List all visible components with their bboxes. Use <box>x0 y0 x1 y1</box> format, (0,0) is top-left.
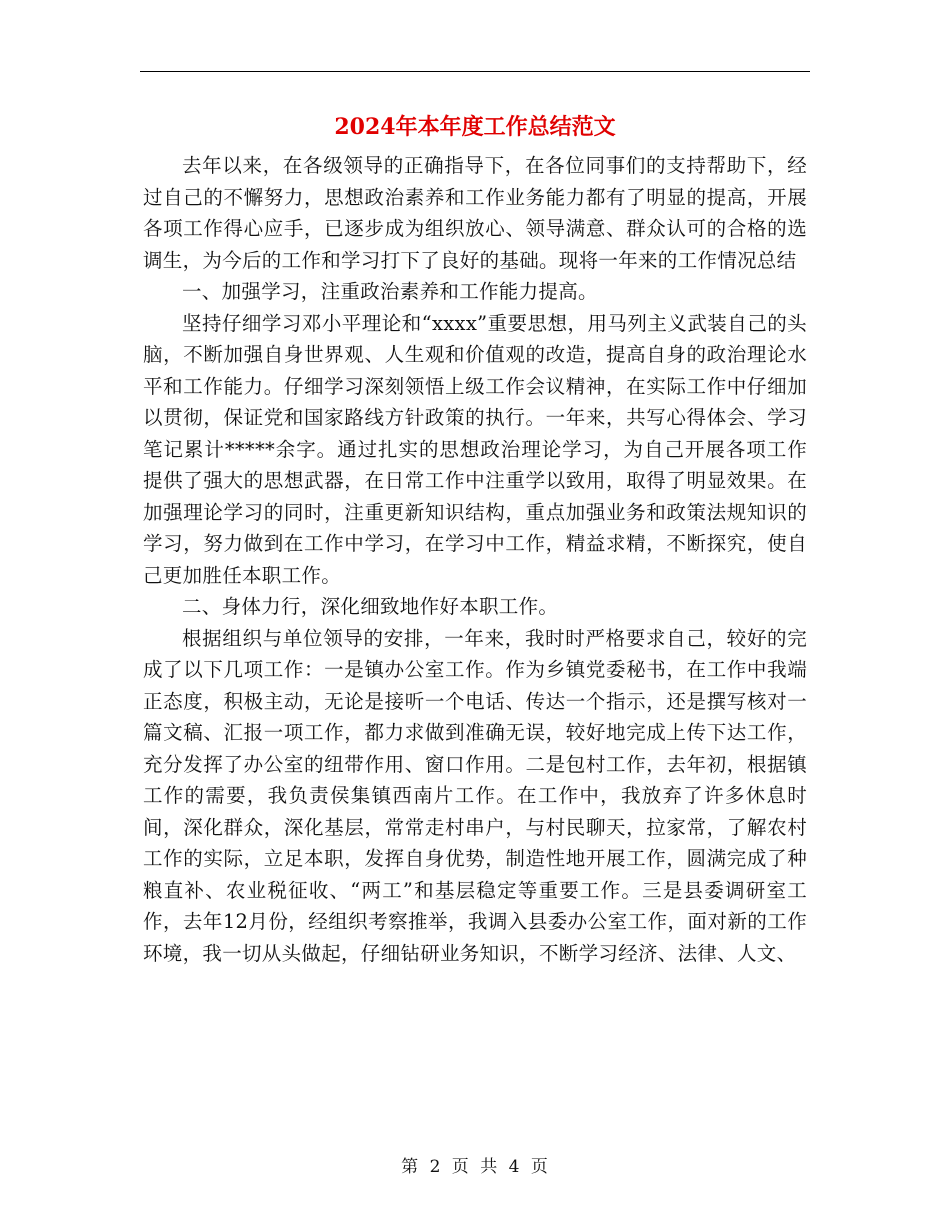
page-number: 第 2 页 共 4 页 <box>401 1157 549 1177</box>
section-heading-1: 一、加强学习，注重政治素养和工作能力提高。 <box>182 280 598 303</box>
document-body <box>143 150 807 969</box>
paragraph-study: 坚持仔细学习邓小平理论和“xxxx”重要思想，用马列主义武装自己的头脑，不断加强自身世界观、人生观和价值观的改造，提高自身的政治理论水平和工作能力。仔细学习深刻领悟上级工作会议精神，在实际工作中仔细加以贯彻，保证党和国家路线方针政策的执行。一年来，共写心得体会、学习笔记累计*****余字。通过扎实的思想政治理论学习，为自己开展各项工作提供了强大的思想武器，在日常工作中注重学以致用，取得了明显效果。在加强理论学习的同时，注重更新知识结构，重点加强业务和政策法规知识的学习，努力做到在工作中学习，在学习中工作，精益求精，不断探究，使自己更加胜任本职工作。 <box>143 311 807 587</box>
section-heading-2: 二、身体力行，深化细致地作好本职工作。 <box>182 595 559 618</box>
header-rule <box>140 71 810 72</box>
paragraph-work: 根据组织与单位领导的安排，一年来，我时时严格要求自己，较好的完成了以下几项工作：一是镇办公室工作。作为乡镇党委秘书，在工作中我端正态度，积极主动，无论是接听一个电话、传达一个指示，还是撰写核对一篇文稿、汇报一项工作，都力求做到准确无误，较好地完成上传下达工作，充分发挥了办公室的纽带作用、窗口作用。二是包村工作，去年初，根据镇工作的需要，我负责侯集镇西南片工作。在工作中，我放弃了许多休息时间，深化群众，深化基层，常常走村串户，与村民聊天，拉家常，了解农村工作的实际，立足本职，发挥自身优势，制造性地开展工作，圆满完成了种粮直补、农业税征收、“两工”和基层稳定等重要工作。三是县委调研室工作，去年12月份，经组织考察推举，我调入县委办公室工作，面对新的工作环境，我一切从头做起，仔细钻研业务知识，不断学习经济、法律、人文、 <box>143 626 807 965</box>
document-title: 2024年本年度工作总结范文 <box>334 114 616 140</box>
paragraph-intro: 去年以来，在各级领导的正确指导下，在各位同事们的支持帮助下，经过自己的不懈努力，思想政治素养和工作业务能力都有了明显的提高，开展各项工作得心应手，已逐步成为组织放心、领导满意、群众认可的合格的选调生，为今后的工作和学习打下了良好的基础。现将一年来的工作情况总结 <box>143 154 807 272</box>
